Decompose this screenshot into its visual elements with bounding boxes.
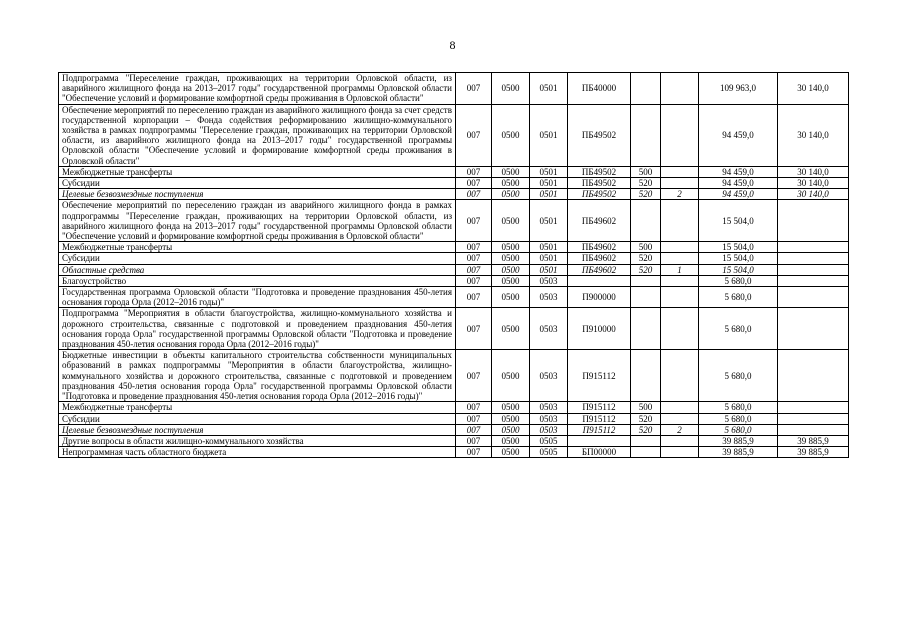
target-article-code — [568, 275, 631, 286]
amount-2: 30 140,0 — [778, 73, 849, 105]
kosgu-code — [661, 178, 699, 189]
kosgu-code — [661, 73, 699, 105]
target-article-code: П915112 — [568, 413, 631, 424]
expense-type-code — [631, 350, 661, 402]
ministry-code: 007 — [456, 73, 492, 105]
ministry-code: 007 — [456, 178, 492, 189]
target-article-code: ПБ49602 — [568, 264, 631, 275]
section-code: 0500 — [492, 287, 530, 308]
target-article-code: П915112 — [568, 424, 631, 435]
expense-type-code: 520 — [631, 178, 661, 189]
amount-2 — [778, 402, 849, 413]
amount-1: 5 680,0 — [699, 402, 778, 413]
section-code: 0500 — [492, 178, 530, 189]
table-row — [59, 402, 849, 413]
ministry-code: 007 — [456, 275, 492, 286]
target-article-code: П915112 — [568, 402, 631, 413]
target-article-code: ПБ49602 — [568, 253, 631, 264]
section-code: 0500 — [492, 104, 530, 166]
amount-2 — [778, 200, 849, 242]
ministry-code: 007 — [456, 424, 492, 435]
target-article-code: П910000 — [568, 308, 631, 350]
expense-type-code — [631, 435, 661, 446]
table-row — [59, 200, 849, 242]
section-code: 0500 — [492, 166, 530, 177]
section-code: 0500 — [492, 447, 530, 458]
row-name: Государственная программа Орловской области "Подготовка и проведение празднования 450-летия основания города Орла (2012–2016 годы)" — [59, 287, 456, 308]
kosgu-code — [661, 166, 699, 177]
amount-2: 39 885,9 — [778, 447, 849, 458]
section-code: 0500 — [492, 435, 530, 446]
row-name: Межбюджетные трансферты — [59, 242, 456, 253]
target-article-code: ПБ49502 — [568, 104, 631, 166]
amount-1: 109 963,0 — [699, 73, 778, 105]
table-body — [59, 73, 849, 458]
ministry-code: 007 — [456, 104, 492, 166]
row-name: Другие вопросы в области жилищно-коммунального хозяйства — [59, 435, 456, 446]
subsection-code: 0503 — [530, 275, 568, 286]
subsection-code: 0503 — [530, 350, 568, 402]
amount-2 — [778, 242, 849, 253]
ministry-code: 007 — [456, 200, 492, 242]
amount-1: 5 680,0 — [699, 424, 778, 435]
target-article-code: ПБ49502 — [568, 189, 631, 200]
ministry-code: 007 — [456, 264, 492, 275]
subsection-code: 0501 — [530, 253, 568, 264]
expense-type-code: 520 — [631, 253, 661, 264]
target-article-code: П900000 — [568, 287, 631, 308]
kosgu-code — [661, 253, 699, 264]
kosgu-code — [661, 308, 699, 350]
amount-1: 15 504,0 — [699, 242, 778, 253]
section-code: 0500 — [492, 264, 530, 275]
table-row — [59, 350, 849, 402]
amount-1: 5 680,0 — [699, 350, 778, 402]
row-name: Межбюджетные трансферты — [59, 402, 456, 413]
amount-1: 94 459,0 — [699, 178, 778, 189]
kosgu-code: 2 — [661, 189, 699, 200]
table-row — [59, 264, 849, 275]
expense-type-code — [631, 200, 661, 242]
row-name: Обеспечение мероприятий по переселению граждан из аварийного жилищного фонда за счет средств государственной корпорации – Фонда содействия реформированию жилищно-коммунального хозяйства в рамках подпрограммы "Переселение граждан, проживающих на территории Орловской области, из аварийного жилищного фонда на 2013–2017 годы" государственной программы Орловской области "Обеспечение условий и формирование комфортной среды проживания в Орловской области" — [59, 104, 456, 166]
target-article-code: ПБ49602 — [568, 200, 631, 242]
amount-1: 15 504,0 — [699, 253, 778, 264]
amount-2 — [778, 308, 849, 350]
section-code: 0500 — [492, 189, 530, 200]
subsection-code: 0503 — [530, 308, 568, 350]
expense-type-code: 500 — [631, 402, 661, 413]
expense-type-code — [631, 447, 661, 458]
kosgu-code — [661, 287, 699, 308]
amount-2 — [778, 413, 849, 424]
page-number: 8 — [449, 38, 456, 52]
target-article-code: ПБ49602 — [568, 242, 631, 253]
amount-2: 39 885,9 — [778, 435, 849, 446]
target-article-code: ПБ49502 — [568, 166, 631, 177]
table-row — [59, 424, 849, 435]
amount-1: 94 459,0 — [699, 166, 778, 177]
subsection-code: 0501 — [530, 166, 568, 177]
row-name: Благоустройство — [59, 275, 456, 286]
subsection-code: 0501 — [530, 264, 568, 275]
kosgu-code — [661, 104, 699, 166]
section-code: 0500 — [492, 242, 530, 253]
ministry-code: 007 — [456, 253, 492, 264]
expense-type-code — [631, 275, 661, 286]
ministry-code: 007 — [456, 287, 492, 308]
section-code: 0500 — [492, 308, 530, 350]
ministry-code: 007 — [456, 435, 492, 446]
section-code: 0500 — [492, 424, 530, 435]
section-code: 0500 — [492, 275, 530, 286]
table-row — [59, 242, 849, 253]
amount-1: 15 504,0 — [699, 200, 778, 242]
target-article-code: ПБ40000 — [568, 73, 631, 105]
ministry-code: 007 — [456, 189, 492, 200]
expense-type-code: 520 — [631, 413, 661, 424]
kosgu-code — [661, 242, 699, 253]
ministry-code: 007 — [456, 242, 492, 253]
kosgu-code — [661, 413, 699, 424]
amount-2 — [778, 264, 849, 275]
section-code: 0500 — [492, 253, 530, 264]
table-row — [59, 435, 849, 446]
target-article-code: ПБ49502 — [568, 178, 631, 189]
amount-1: 15 504,0 — [699, 264, 778, 275]
amount-2 — [778, 350, 849, 402]
budget-table — [58, 72, 849, 458]
amount-1: 5 680,0 — [699, 287, 778, 308]
kosgu-code — [661, 200, 699, 242]
subsection-code: 0505 — [530, 435, 568, 446]
subsection-code: 0503 — [530, 287, 568, 308]
kosgu-code: 1 — [661, 264, 699, 275]
ministry-code: 007 — [456, 350, 492, 402]
subsection-code: 0505 — [530, 447, 568, 458]
subsection-code: 0503 — [530, 424, 568, 435]
row-name: Целевые безвозмездные поступления — [59, 189, 456, 200]
ministry-code: 007 — [456, 447, 492, 458]
subsection-code: 0501 — [530, 200, 568, 242]
row-name: Субсидии — [59, 178, 456, 189]
amount-1: 39 885,9 — [699, 447, 778, 458]
row-name: Областные средства — [59, 264, 456, 275]
table-row — [59, 104, 849, 166]
section-code: 0500 — [492, 402, 530, 413]
expense-type-code: 520 — [631, 264, 661, 275]
amount-2 — [778, 275, 849, 286]
amount-2 — [778, 424, 849, 435]
table-row — [59, 178, 849, 189]
amount-1: 39 885,9 — [699, 435, 778, 446]
amount-1: 5 680,0 — [699, 308, 778, 350]
table-row — [59, 308, 849, 350]
table-row — [59, 287, 849, 308]
subsection-code: 0503 — [530, 402, 568, 413]
amount-1: 5 680,0 — [699, 275, 778, 286]
row-name: Подпрограмма "Мероприятия в области благоустройства, жилищно-коммунального хозяйства и дорожного строительства, связанные с подготовкой и проведением празднования 450-летия основания города Орла" государственной программы Орловской области "Подготовка и проведение празднования 450-летия основания города Орла (2012–2016 годы)" — [59, 308, 456, 350]
subsection-code: 0501 — [530, 104, 568, 166]
row-name: Межбюджетные трансферты — [59, 166, 456, 177]
amount-2 — [778, 287, 849, 308]
target-article-code — [568, 435, 631, 446]
ministry-code: 007 — [456, 166, 492, 177]
ministry-code: 007 — [456, 308, 492, 350]
kosgu-code — [661, 447, 699, 458]
subsection-code: 0501 — [530, 242, 568, 253]
amount-2 — [778, 253, 849, 264]
subsection-code: 0501 — [530, 178, 568, 189]
expense-type-code — [631, 73, 661, 105]
table-row — [59, 447, 849, 458]
kosgu-code: 2 — [661, 424, 699, 435]
row-name: Целевые безвозмездные поступления — [59, 424, 456, 435]
amount-2: 30 140,0 — [778, 104, 849, 166]
ministry-code: 007 — [456, 402, 492, 413]
section-code: 0500 — [492, 350, 530, 402]
table-row — [59, 253, 849, 264]
section-code: 0500 — [492, 73, 530, 105]
amount-2: 30 140,0 — [778, 189, 849, 200]
subsection-code: 0501 — [530, 189, 568, 200]
table-row — [59, 166, 849, 177]
subsection-code: 0501 — [530, 73, 568, 105]
kosgu-code — [661, 275, 699, 286]
table-row — [59, 275, 849, 286]
expense-type-code: 500 — [631, 166, 661, 177]
expense-type-code — [631, 308, 661, 350]
target-article-code: П915112 — [568, 350, 631, 402]
row-name: Субсидии — [59, 253, 456, 264]
ministry-code: 007 — [456, 413, 492, 424]
expense-type-code — [631, 104, 661, 166]
subsection-code: 0503 — [530, 413, 568, 424]
row-name: Непрограммная часть областного бюджета — [59, 447, 456, 458]
amount-1: 5 680,0 — [699, 413, 778, 424]
section-code: 0500 — [492, 200, 530, 242]
expense-type-code: 520 — [631, 424, 661, 435]
kosgu-code — [661, 350, 699, 402]
table-row — [59, 413, 849, 424]
row-name: Обеспечение мероприятий по переселению граждан из аварийного жилищного фонда в рамках подпрограммы "Переселение граждан, проживающих на территории Орловской области, из аварийного жилищного фонда на 2013–2017 годы" государственной программы Орловской области "Обеспечение условий и формирование комфортной среды проживания в Орловской области" — [59, 200, 456, 242]
amount-2: 30 140,0 — [778, 166, 849, 177]
table-row — [59, 189, 849, 200]
expense-type-code: 500 — [631, 242, 661, 253]
row-name: Бюджетные инвестиции в объекты капитального строительства собственности муниципальных образований в рамках подпрограммы "Мероприятия в области благоустройства, жилищно-коммунального хозяйства и дорожного строительства, связанные с подготовкой и проведением празднования 450-летия основания города Орла" государственной программы Орловской области "Подготовка и проведение празднования 450-летия основания города Орла (2012–2016 годы)" — [59, 350, 456, 402]
expense-type-code: 520 — [631, 189, 661, 200]
row-name: Подпрограмма "Переселение граждан, проживающих на территории Орловской области, из аварийного жилищного фонда на 2013–2017 годы" государственной программы Орловской области "Обеспечение условий и формирование комфортной среды проживания в Орловской области" — [59, 73, 456, 105]
target-article-code: БП00000 — [568, 447, 631, 458]
amount-2: 30 140,0 — [778, 178, 849, 189]
table-row — [59, 73, 849, 105]
expense-type-code — [631, 287, 661, 308]
amount-1: 94 459,0 — [699, 189, 778, 200]
section-code: 0500 — [492, 413, 530, 424]
row-name: Субсидии — [59, 413, 456, 424]
amount-1: 94 459,0 — [699, 104, 778, 166]
kosgu-code — [661, 402, 699, 413]
kosgu-code — [661, 435, 699, 446]
